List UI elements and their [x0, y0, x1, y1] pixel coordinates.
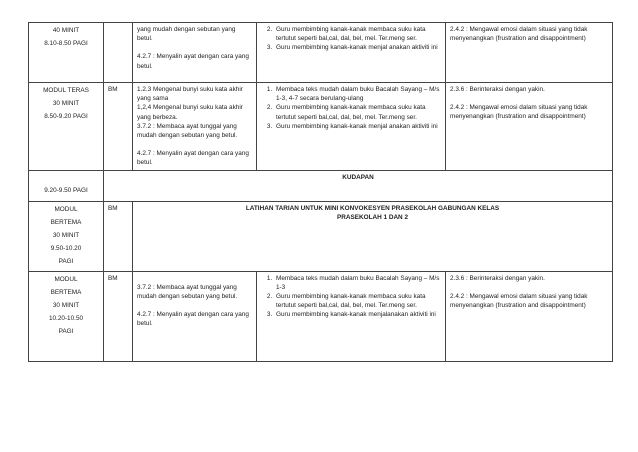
- time-line: 8.10-8.50 PAGI: [44, 40, 88, 48]
- activity-item: 3. Guru membimbing kanak-kanak menjal anakan aktiviti ini: [274, 122, 441, 131]
- standard-text: 1.2.3 Mengenal bunyi suku kata akhir yang sama: [137, 86, 243, 103]
- table-row: [29, 83, 613, 171]
- values-text: 2.3.6 : Berinteraksi dengan yakin.: [450, 274, 545, 282]
- standard-text: 3.7.2 : Membaca ayat tunggal yang mudah dengan sebutan yang betul.: [137, 283, 238, 300]
- subject-cell: [104, 271, 133, 361]
- standard-cell: [133, 23, 257, 83]
- values-cell: [446, 23, 613, 83]
- lesson-plan-table: [28, 22, 613, 362]
- values-text: 2.4.2 : Mengawal emosi dalam situasi yang tidak menyenangkan (frustration and disappointment): [450, 26, 588, 43]
- standard-text: 4.2.7 : Menyalin ayat dengan cara yang betul.: [137, 311, 249, 328]
- subject-cell: [104, 23, 133, 83]
- time-line: BERTEMA: [50, 218, 82, 226]
- time-line: MODUL: [54, 205, 78, 213]
- standard-text: 3.7.2 : Membaca ayat tunggal yang mudah dengan sebutan yang betul.: [137, 122, 238, 140]
- break-cell: [104, 170, 613, 201]
- time-line: 30 MINIT: [52, 100, 80, 108]
- time-line: MODUL TERAS: [43, 87, 89, 94]
- activity-cell: [257, 271, 446, 361]
- merged-activity-text: LATIHAN TARIAN UNTUK MINI KONVOKESYEN PRASEKOLAH GABUNGAN KELAS PRASEKOLAH 1 DAN 2: [245, 204, 500, 221]
- activity-merged-cell: [133, 201, 613, 271]
- subject-cell: [104, 201, 133, 271]
- break-label: KUDAPAN: [342, 173, 374, 181]
- subject-label: BM: [108, 204, 118, 212]
- time-line: 40 MINIT: [52, 27, 80, 34]
- time-line: 30 MINIT: [52, 232, 80, 240]
- time-line: 8.50-9.20 PAGI: [44, 113, 88, 121]
- time-cell: [29, 23, 104, 83]
- activity-item: 3. Guru membimbing kanak-kanak menjal anakan aktiviti ini: [274, 43, 441, 52]
- standard-text: 4.2.7 : Menyalin ayat dengan cara yang betul.: [137, 150, 249, 167]
- time-cell: [29, 201, 104, 271]
- activity-item: 1. Membaca teks mudah dalam buku Bacalah Sayang – M/s 1-3: [274, 274, 441, 292]
- subject-label: BM: [108, 274, 118, 282]
- standard-cell: [133, 83, 257, 171]
- activity-item: 2. Guru membimbing kanak-kanak membaca suku kata tertutut seperti bal,cal, dal, bel, mel. Ter.meng ser.: [274, 103, 441, 121]
- time-line: 9.50-10.20: [50, 245, 82, 253]
- standard-cell: [133, 271, 257, 361]
- table-row: [29, 23, 613, 83]
- table-row: [29, 201, 613, 271]
- standard-text: 4.2.7 : Menyalin ayat dengan cara yang betul.: [137, 53, 249, 70]
- standard-text: 1,2,4 Mengenal bunyi suku kata akhir yang berbeza.: [137, 104, 243, 121]
- time-line: BERTEMA: [50, 288, 82, 296]
- time-line: 10.20-10.50: [48, 315, 84, 323]
- values-cell: [446, 83, 613, 171]
- standard-text: yang mudah dengan sebutan yang betul.: [137, 26, 236, 43]
- time-cell: [29, 83, 104, 171]
- time-cell: [29, 271, 104, 361]
- time-line: 30 MINIT: [52, 302, 80, 310]
- time-cell: [29, 170, 104, 201]
- subject-cell: [104, 83, 133, 171]
- activity-cell: [257, 83, 446, 171]
- table-row: [29, 170, 613, 201]
- activity-item: 1. Membaca teks mudah dalam buku Bacalah Sayang – M/s 1-3, 4-7 secara berulang-ulang: [274, 85, 441, 103]
- time-line: PAGI: [58, 328, 74, 336]
- activity-item: 2. Guru membimbing kanak-kanak membaca suku kata tertutut seperti bal,cal, dal, bel, mel. Ter.meng ser.: [274, 292, 441, 310]
- time-line: 9.20-9.50 PAGI: [44, 186, 88, 194]
- table-row: [29, 271, 613, 361]
- values-text: 2.3.6 : Berinteraksi dengan yakin.: [450, 86, 545, 93]
- values-text: 2.4.2 : Mengawal emosi dalam situasi yang tidak menyenangkan (frustration and disappointment): [450, 292, 588, 310]
- subject-label: BM: [108, 86, 118, 93]
- activity-item: 2. Guru membimbing kanak-kanak membaca suku kata tertutut seperti bal,cal, dal, bel, mel. Ter.meng ser.: [274, 25, 441, 43]
- values-text: 2.4.2 : Mengawal emosi dalam situasi yang tidak menyenangkan (frustration and disappointment): [450, 104, 588, 121]
- activity-item: 3. Guru membimbing kanak-kanak menjalanakan aktiviti ini: [274, 310, 441, 319]
- time-line: PAGI: [58, 258, 74, 266]
- activity-cell: [257, 23, 446, 83]
- time-line: MODUL: [54, 275, 78, 283]
- values-cell: [446, 271, 613, 361]
